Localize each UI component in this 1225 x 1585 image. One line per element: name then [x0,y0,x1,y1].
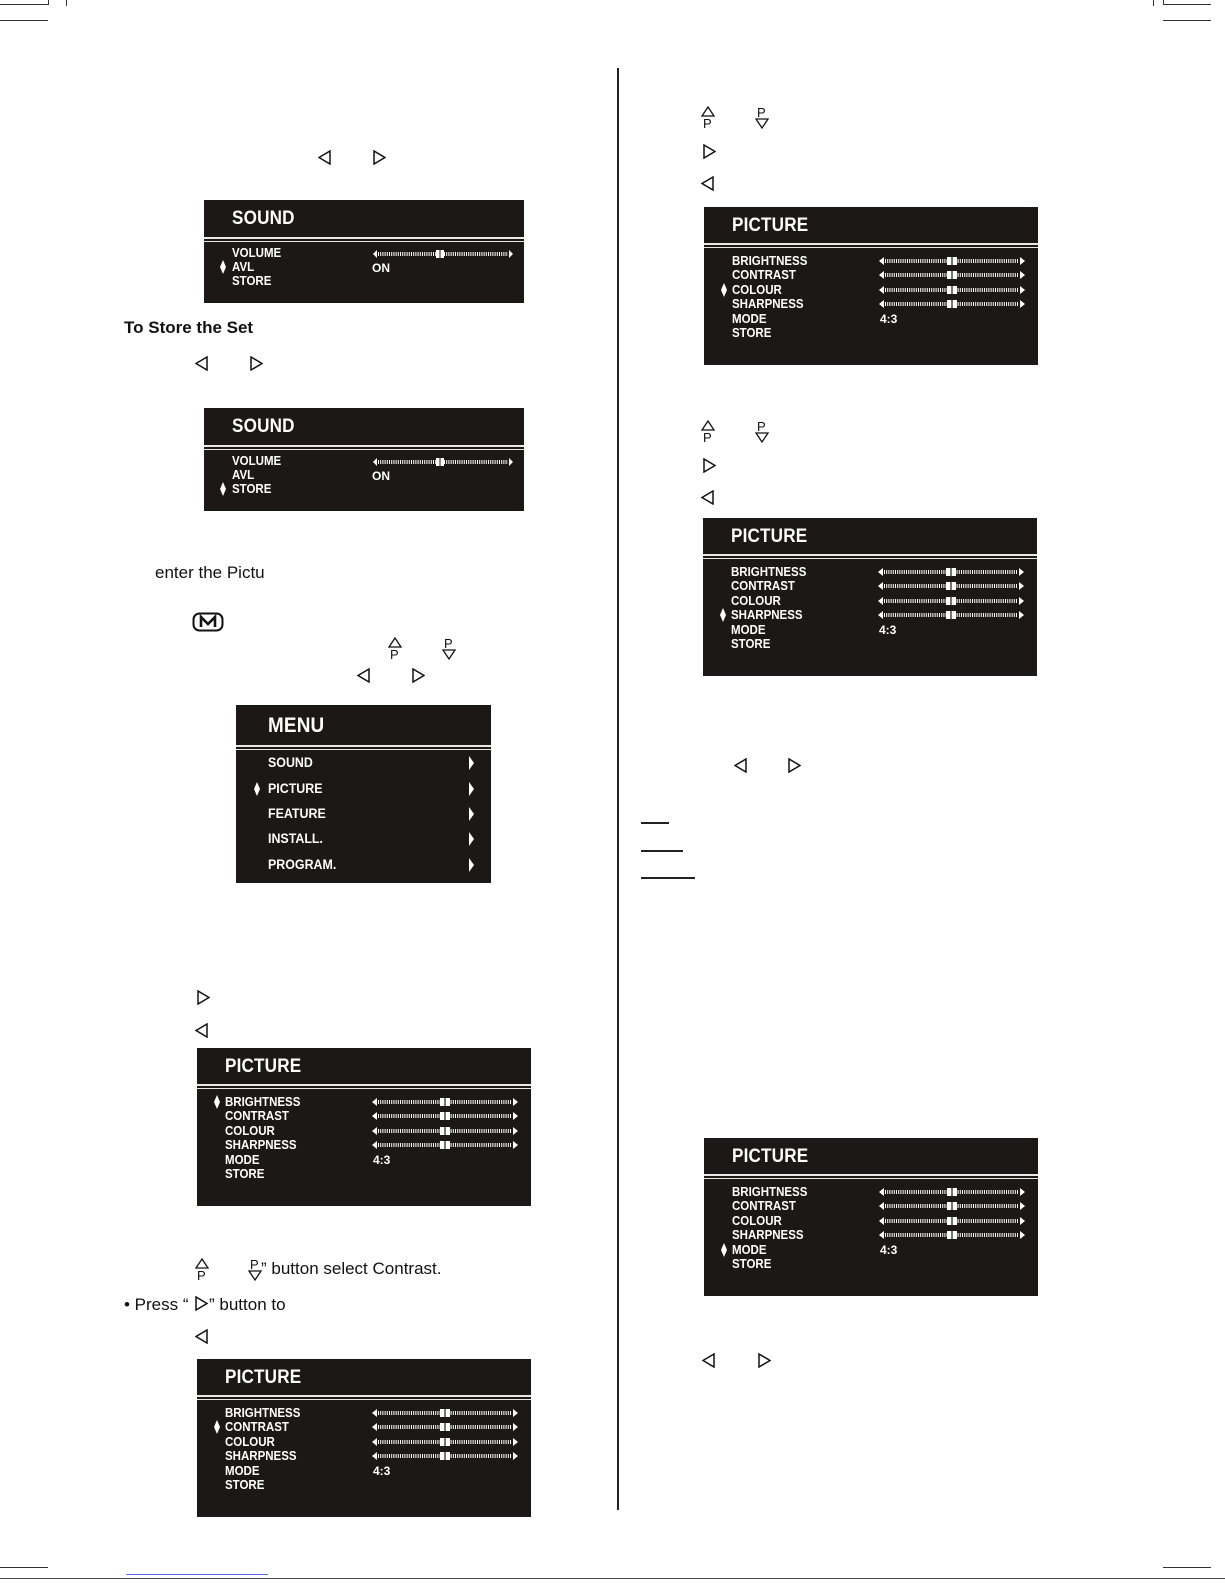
left-triangle-icon [195,1329,209,1344]
cursor-diamond-icon [721,283,727,297]
osd-item-contrast[interactable]: CONTRAST [225,1420,289,1435]
colour-slider[interactable] [371,1126,519,1136]
osd-title: SOUND [232,416,295,437]
osd-rule [197,1395,531,1397]
osd-item-sharpness[interactable]: SHARPNESS [731,608,803,623]
osd-item-brightness[interactable]: BRIGHTNESS [225,1095,301,1109]
osd-item-store[interactable]: STORE [225,1478,265,1492]
colour-slider[interactable] [878,1216,1026,1226]
osd-item-store[interactable]: STORE [232,482,272,496]
osd-item-store[interactable]: STORE [731,637,771,651]
osd-item-sharpness[interactable]: SHARPNESS [732,1228,804,1243]
osd-title: PICTURE [732,215,809,236]
osd-item-sharpness[interactable]: SHARPNESS [225,1449,297,1464]
svg-text:P: P [703,430,712,444]
svg-text:P: P [703,116,712,130]
osd-title: PICTURE [225,1367,302,1388]
p-up-icon [387,637,403,661]
picture-osd-mode [704,1138,1038,1296]
submenu-arrow-icon [468,832,476,846]
osd-rule [236,745,491,747]
osd-item-sharpness[interactable]: SHARPNESS [225,1138,297,1153]
sharpness-slider[interactable] [877,610,1025,620]
osd-item-store[interactable]: STORE [232,274,272,288]
sharpness-slider[interactable] [371,1451,519,1461]
osd-item-mode[interactable]: MODE [732,1242,767,1257]
brightness-slider[interactable] [371,1097,519,1107]
sharpness-slider[interactable] [371,1140,519,1150]
svg-text:P: P [390,647,399,661]
osd-rule [703,554,1037,556]
volume-slider[interactable] [372,457,514,467]
osd-item-contrast[interactable]: CONTRAST [225,1109,289,1124]
osd-title: SOUND [232,208,295,229]
right-triangle-icon [787,758,801,773]
blank-underline [641,850,683,852]
mode-value: 4:3 [880,311,898,326]
right-triangle-icon [196,990,210,1005]
contrast-slider[interactable] [371,1111,519,1121]
osd-rule [236,749,491,750]
cursor-diamond-icon [721,1243,727,1257]
osd-item-sharpness[interactable]: SHARPNESS [732,297,804,312]
osd-rule [204,241,524,242]
osd-item-colour[interactable]: COLOUR [225,1434,275,1449]
menu-item-sound[interactable]: SOUND [268,755,313,770]
osd-item-mode[interactable]: MODE [732,311,767,326]
cursor-diamond-icon [220,260,226,274]
picture-osd-sharpness [703,518,1037,676]
picture-osd-colour [704,207,1038,365]
osd-item-colour[interactable]: COLOUR [225,1123,275,1138]
cursor-diamond-icon [254,782,260,796]
svg-text:P: P [757,106,766,120]
crop-mark [1163,0,1164,5]
brightness-slider[interactable] [878,1187,1026,1197]
right-triangle-icon [702,144,716,159]
osd-rule [197,1088,531,1089]
brightness-slider[interactable] [877,567,1025,577]
crop-mark [48,0,49,5]
submenu-arrow-icon [468,807,476,821]
osd-item-contrast[interactable]: CONTRAST [731,579,795,594]
osd-item-colour[interactable]: COLOUR [732,1213,782,1228]
osd-rule [197,1084,531,1086]
osd-item-mode[interactable]: MODE [225,1152,260,1167]
crop-mark [0,4,48,5]
avl-value: ON [372,469,390,483]
avl-value: ON [372,261,390,275]
p-up-icon [700,106,716,130]
left-triangle-icon [318,150,332,165]
osd-item-avl[interactable]: AVL [232,260,255,274]
svg-text:P: P [444,637,453,651]
svg-text:P: P [250,1258,259,1272]
left-triangle-icon [734,758,748,773]
brightness-slider[interactable] [878,256,1026,266]
crop-mark [1153,0,1154,6]
left-triangle-icon [702,1353,716,1368]
contrast-slider[interactable] [878,270,1026,280]
osd-rule [703,558,1037,559]
p-down-icon [754,106,770,130]
volume-slider[interactable] [372,249,514,259]
cursor-diamond-icon [220,482,226,496]
osd-item-brightness[interactable]: BRIGHTNESS [732,254,808,268]
colour-slider[interactable] [878,285,1026,295]
osd-item-brightness[interactable]: BRIGHTNESS [732,1185,808,1199]
cursor-diamond-icon [214,1095,220,1109]
osd-item-store[interactable]: STORE [225,1167,265,1181]
svg-text:P: P [757,420,766,434]
crop-mark [0,1567,48,1568]
p-down-icon [441,637,457,661]
left-triangle-icon [701,176,715,191]
osd-item-store[interactable]: STORE [732,326,772,340]
submenu-arrow-icon [468,782,476,796]
right-triangle-icon [702,458,716,473]
brightness-slider[interactable] [371,1408,519,1418]
colour-slider[interactable] [877,596,1025,606]
mode-value: 4:3 [373,1463,391,1478]
crop-mark [66,0,67,6]
contrast-slider[interactable] [877,581,1025,591]
osd-item-volume[interactable]: VOLUME [232,246,282,260]
link-underline [126,1574,268,1575]
submenu-arrow-icon [468,858,476,872]
left-triangle-icon [701,490,715,505]
osd-item-store[interactable]: STORE [732,1257,772,1271]
osd-rule [704,1174,1038,1176]
store-set-heading: To Store the Set [124,318,254,337]
right-triangle-icon [194,1296,208,1311]
colour-slider[interactable] [371,1437,519,1447]
cursor-diamond-icon [214,1420,220,1434]
cursor-diamond-icon [720,608,726,622]
osd-item-mode[interactable]: MODE [225,1463,260,1478]
menu-m-button-icon [192,612,224,632]
p-down-icon [754,420,770,444]
menu-item-program[interactable]: PROGRAM. [268,857,337,872]
crop-mark [1163,20,1211,21]
osd-item-volume[interactable]: VOLUME [232,454,282,468]
left-triangle-icon [357,668,371,683]
osd-title: PICTURE [732,1146,809,1167]
menu-item-feature[interactable]: FEATURE [268,806,326,821]
picture-osd-contrast [197,1359,531,1517]
picture-osd-brightness [197,1048,531,1206]
osd-item-avl[interactable]: AVL [232,468,255,482]
main-menu-osd [236,705,491,883]
column-divider [617,68,619,1510]
crop-mark [1163,1567,1211,1568]
osd-rule [204,445,524,447]
osd-rule [204,449,524,450]
osd-rule [204,237,524,239]
osd-title: PICTURE [225,1056,302,1077]
select-contrast-text: ” button select Contrast. [261,1259,442,1278]
right-triangle-icon [757,1353,771,1368]
osd-item-mode[interactable]: MODE [731,622,766,637]
osd-rule [704,1178,1038,1179]
press-prefix-text: • Press “ [124,1295,189,1314]
osd-item-colour[interactable]: COLOUR [731,593,781,608]
left-triangle-icon [195,1023,209,1038]
mode-value: 4:3 [373,1152,391,1167]
p-up-icon [194,1258,210,1282]
mode-value: 4:3 [879,622,897,637]
blank-underline [641,877,695,879]
osd-title: MENU [268,714,325,737]
blank-underline [641,822,669,824]
press-suffix-text: ” button to [209,1295,286,1314]
osd-item-contrast[interactable]: CONTRAST [732,1199,796,1214]
left-triangle-icon [195,356,209,371]
submenu-arrow-icon [468,756,476,770]
bottom-rule [0,1578,1225,1579]
mode-value: 4:3 [880,1242,898,1257]
osd-rule [704,243,1038,245]
svg-text:P: P [197,1268,206,1282]
enter-picture-text: enter the Pictu [155,563,265,582]
right-triangle-icon [411,668,425,683]
osd-item-colour[interactable]: COLOUR [732,282,782,297]
osd-item-brightness[interactable]: BRIGHTNESS [225,1406,301,1420]
osd-item-brightness[interactable]: BRIGHTNESS [731,565,807,579]
sound-osd-store [204,408,524,511]
menu-item-install[interactable]: INSTALL. [268,831,323,846]
osd-rule [704,247,1038,248]
contrast-slider[interactable] [878,1201,1026,1211]
crop-mark [1163,4,1211,5]
osd-rule [197,1399,531,1400]
contrast-slider[interactable] [371,1422,519,1432]
osd-title: PICTURE [731,526,808,547]
menu-item-picture[interactable]: PICTURE [268,781,323,796]
crop-mark [0,20,48,21]
sound-osd-volume-avl [204,200,524,303]
right-triangle-icon [249,356,263,371]
osd-item-contrast[interactable]: CONTRAST [732,268,796,283]
p-up-icon [700,420,716,444]
sharpness-slider[interactable] [878,299,1026,309]
sharpness-slider[interactable] [878,1230,1026,1240]
right-triangle-icon [372,150,386,165]
